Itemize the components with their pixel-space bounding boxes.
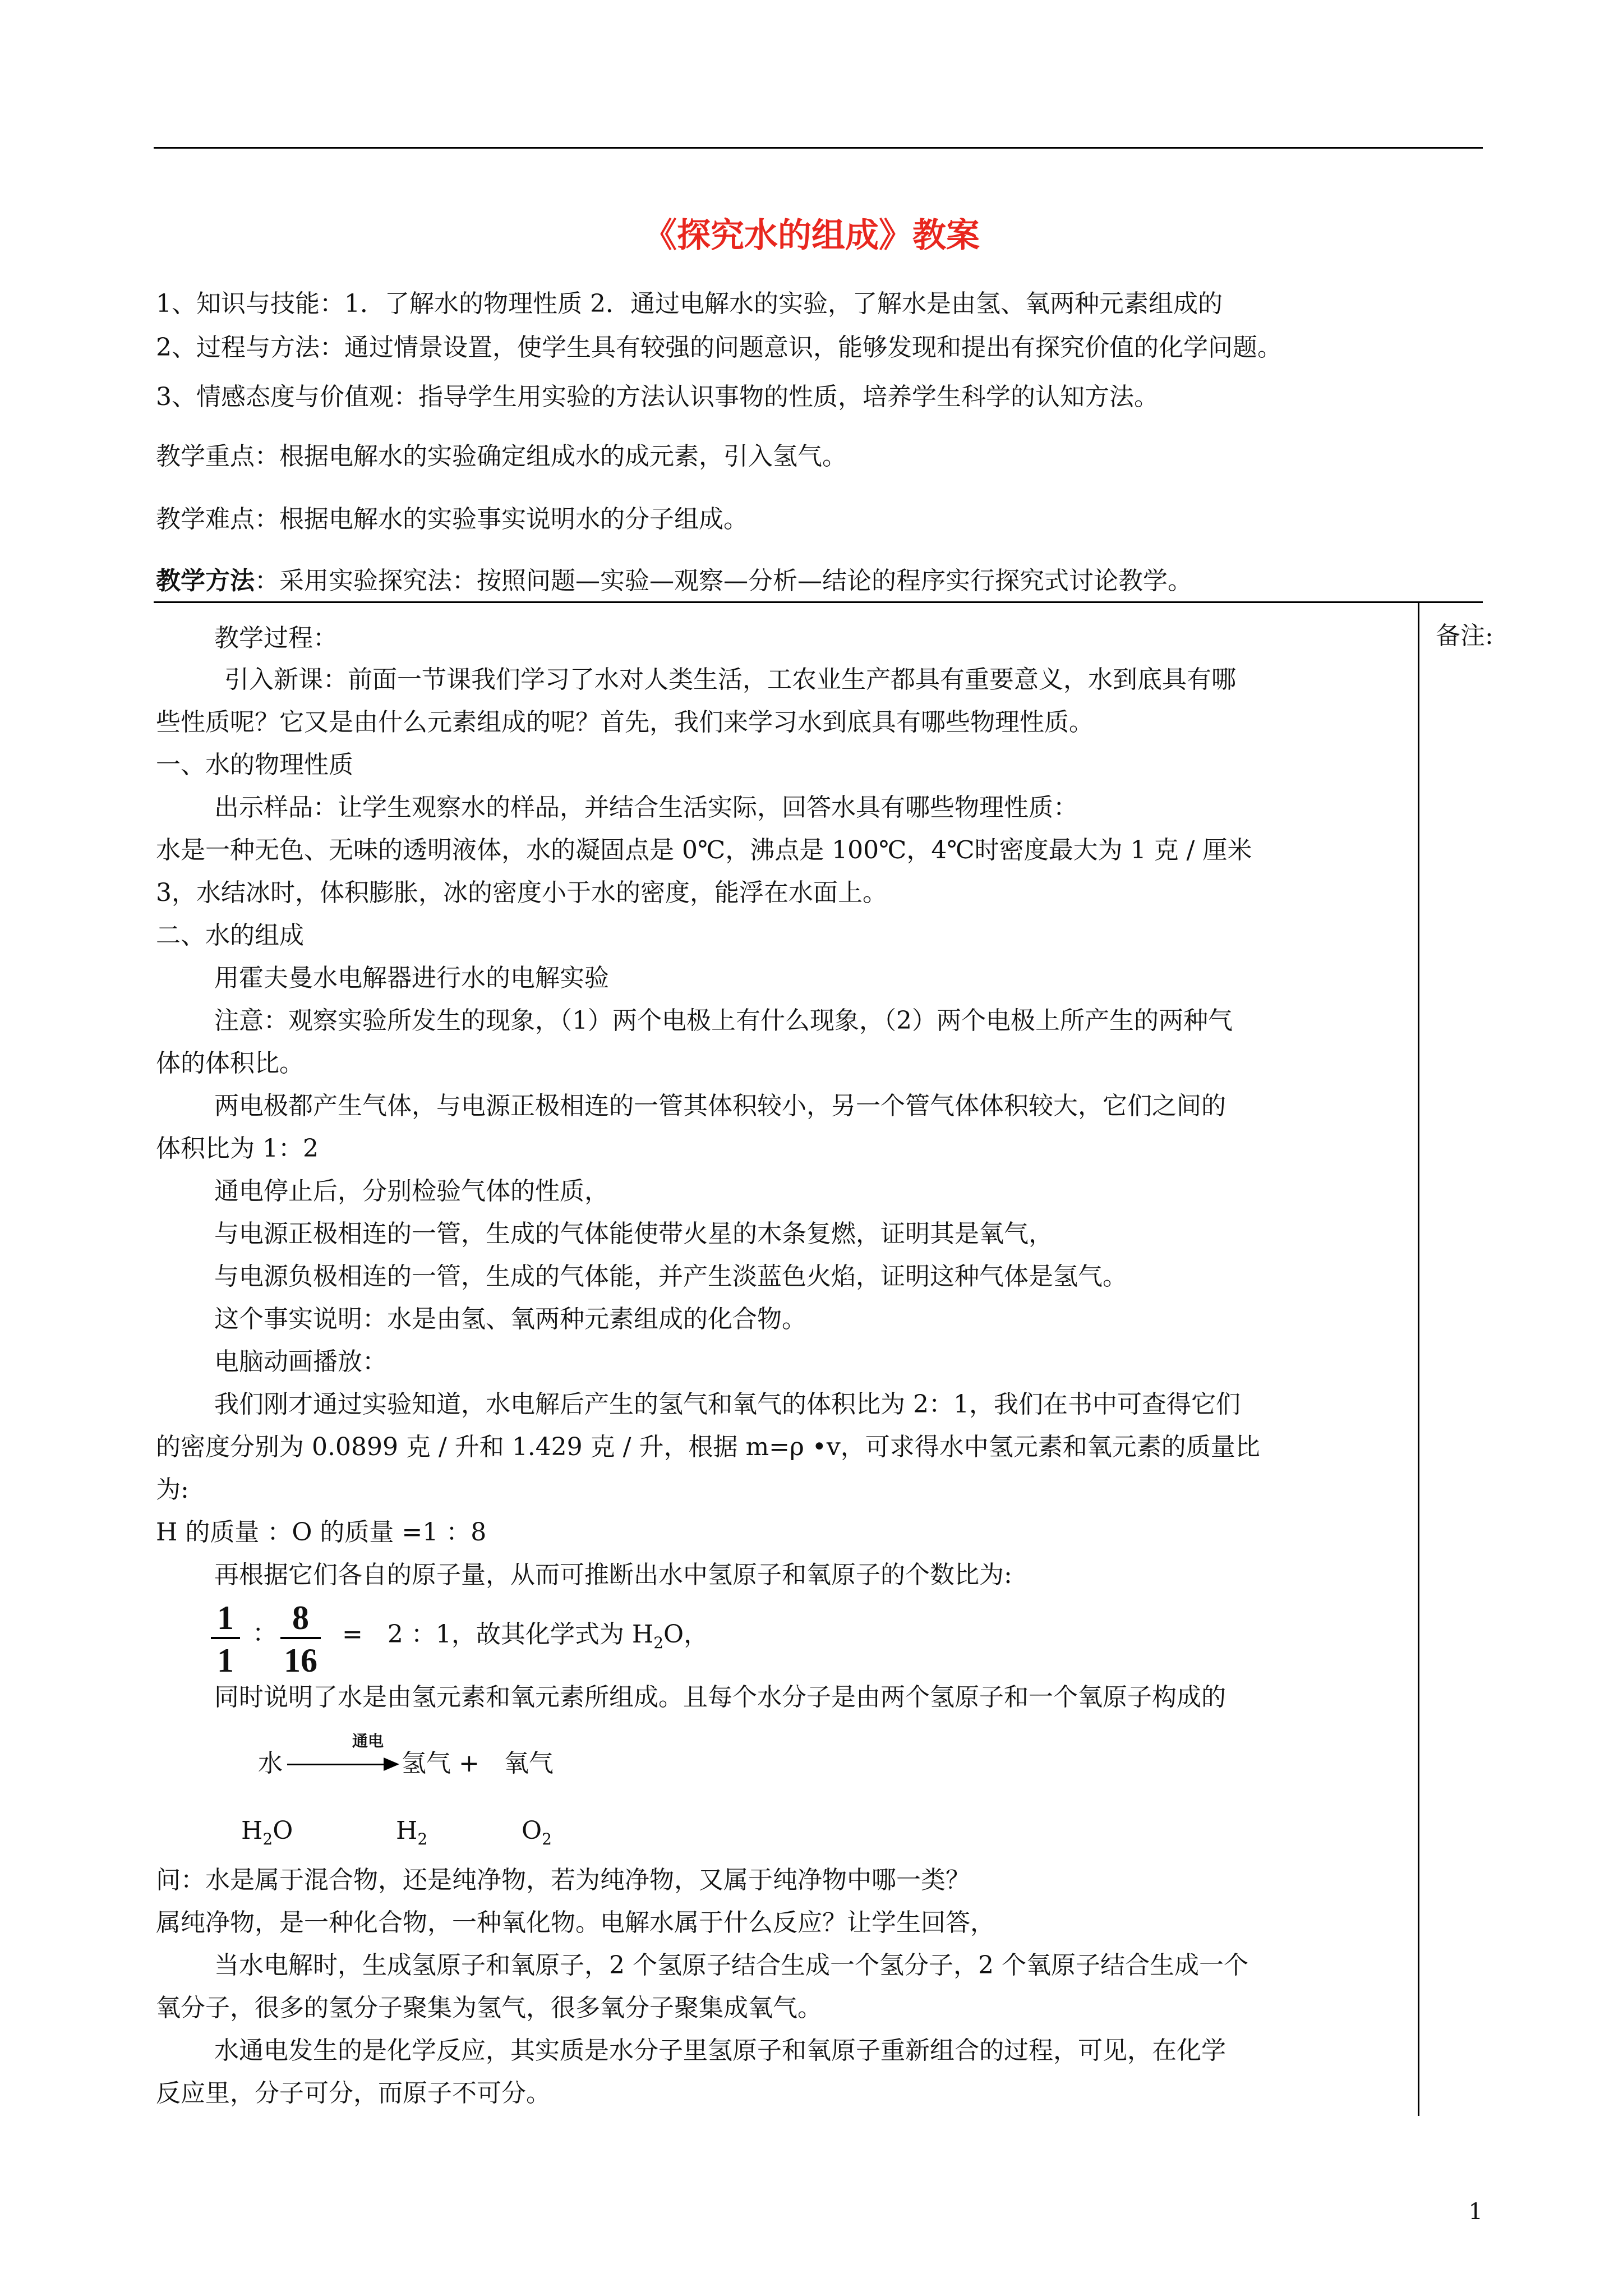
sample-line: 出示样品：让学生观察水的样品，并结合生活实际，回答水具有哪些物理性质： — [214, 793, 1078, 822]
meaning-line: 同时说明了水是由氢元素和氧元素所组成。且每个水分子是由两个氢原子和一个氧原子构成的 — [214, 1683, 1226, 1711]
fraction-result-subscript: 2 — [653, 1634, 664, 1652]
chemistry-line-2: 反应里，分子可分，而原子不可分。 — [156, 2079, 551, 2108]
formula-h2-h: H — [396, 1816, 418, 1845]
teaching-method — [156, 569, 1192, 593]
gas-line-2: 体积比为 1：2 — [156, 1134, 319, 1163]
difficult-point: 教学难点：根据电解水的实验事实说明水的分子组成。 — [156, 505, 748, 533]
properties-line-1: 水是一种无色、无味的透明液体，水的凝固点是 0℃，沸点是 100℃，4℃时密度最大为 1 克 / 厘米 — [156, 836, 1252, 864]
formula-o2 — [522, 1816, 552, 1848]
fraction-1-bar — [211, 1637, 240, 1639]
mass-ratio-line: H 的质量 ：O 的质量 =1 ：8 — [156, 1518, 487, 1547]
density-line-2: 的密度分别为 0.0899 克 / 升和 1.429 克 / 升，根据 m=ρ •v，可求得水中氢元素和氧元素的质量比 — [156, 1433, 1260, 1461]
fraction-1-denominator: 1 — [217, 1642, 234, 1679]
fraction-1-numerator: 1 — [217, 1599, 234, 1636]
process-heading: 教学过程： — [214, 624, 338, 652]
section-composition: 二、水的组成 — [156, 921, 304, 950]
header-rule — [154, 147, 1483, 149]
electrolysis-line-2: 氧分子，很多的氢分子聚集为氢气，很多氧分子聚集成氧气。 — [156, 1994, 822, 2022]
section-physical-properties: 一、水的物理性质 — [156, 751, 353, 779]
formula-h2 — [396, 1816, 428, 1848]
formula-h2o-h: H — [241, 1816, 263, 1845]
density-line-3: 为: — [156, 1475, 189, 1504]
equation-products: 氢气 + 氧气 — [402, 1749, 554, 1778]
formula-h2o-o: O — [273, 1816, 293, 1845]
fact-line: 这个事实说明：水是由氢、氧两种元素组成的化合物。 — [214, 1305, 806, 1333]
equation-condition: 通电 — [352, 1732, 384, 1750]
note-line-1: 注意：观察实验所发生的现象，（1）两个电极上有什么现象，（2）两个电极上所产生的两种气 — [214, 1006, 1233, 1035]
properties-line-2: 3，水结冰时，体积膨胀，冰的密度小于水的密度，能浮在水面上。 — [156, 878, 887, 907]
objective-3: 3、情感态度与价值观：指导学生用实验的方法认识事物的性质，培养学生科学的认知方法。 — [156, 383, 1159, 411]
document-title: 《探究水的组成》教案 — [643, 216, 980, 255]
gas-line-1: 两电极都产生气体，与电源正极相连的一管其体积较小，另一个管气体体积较大，它们之间的 — [214, 1092, 1226, 1120]
note-line-2: 体的体积比。 — [156, 1049, 304, 1078]
teaching-method-label: 教学方法 — [156, 567, 255, 595]
table-top-rule — [154, 601, 1483, 603]
intro-line-2: 些性质呢？它又是由什么元素组成的呢？首先，我们来学习水到底具有哪些物理性质。 — [156, 708, 1094, 737]
intro-line-1: 引入新课：前面一节课我们学习了水对人类生活，工农业生产都具有重要意义，水到底具有哪 — [224, 665, 1236, 694]
atom-ratio-line: 再根据它们各自的原子量，从而可推断出水中氢原子和氧原子的个数比为: — [214, 1561, 1012, 1589]
page-number: 1 — [1468, 2199, 1483, 2225]
fraction-colon: ： — [252, 1619, 277, 1648]
fraction-result-text: = 2 ：1，故其化学式为 H — [342, 1620, 654, 1649]
chemistry-line-1: 水通电发生的是化学反应，其实质是水分子里氢原子和氧原子重新组合的过程，可见，在化学 — [214, 2036, 1226, 2065]
remarks-label: 备注: — [1436, 622, 1493, 650]
equation-arrow-icon — [384, 1757, 399, 1771]
fraction-2-bar — [280, 1637, 321, 1639]
density-line-1: 我们刚才通过实验知道，水电解后产生的氢气和氧气的体积比为 2：1，我们在书中可查得它们 — [214, 1390, 1241, 1419]
negative-electrode-line: 与电源负极相连的一管，生成的气体能，并产生淡蓝色火焰，证明这种气体是氢气。 — [214, 1262, 1127, 1291]
answer-line: 属纯净物，是一种化合物，一种氧化物。电解水属于什么反应？让学生回答， — [156, 1908, 995, 1937]
objective-1: 1、知识与技能：1．了解水的物理性质 2．通过电解水的实验，了解水是由氢、氧两种元素组成的 — [156, 289, 1223, 318]
formula-o2-o: O — [522, 1816, 542, 1845]
fraction-2-numerator: 8 — [292, 1599, 309, 1636]
fraction-result-tail: O， — [663, 1620, 709, 1649]
electrolysis-line-1: 当水电解时，生成氢原子和氧原子，2 个氢原子结合生成一个氢分子，2 个氧原子结合生成一个 — [214, 1951, 1248, 1980]
positive-electrode-line: 与电源正极相连的一管，生成的气体能使带火星的木条复燃，证明其是氧气， — [214, 1220, 1053, 1248]
objective-2: 2、过程与方法：通过情景设置，使学生具有较强的问题意识，能够发现和提出有探究价值的化学问题。 — [156, 333, 1282, 362]
experiment-line: 用霍夫曼水电解器进行水的电解实验 — [214, 964, 609, 992]
fraction-2-denominator: 16 — [284, 1642, 317, 1679]
key-point: 教学重点：根据电解水的实验确定组成水的成元素，引入氢气。 — [156, 442, 847, 471]
fraction-result — [342, 1622, 708, 1651]
teaching-method-text: ：采用实验探究法：按照问题—实验—观察—分析—结论的程序实行探究式讨论教学。 — [255, 567, 1192, 595]
stop-line: 通电停止后，分别检验气体的性质， — [214, 1177, 609, 1205]
formula-h2-sub: 2 — [417, 1830, 428, 1848]
animation-line: 电脑动画播放： — [214, 1347, 387, 1376]
formula-h2o-sub: 2 — [262, 1830, 273, 1848]
formula-o2-sub: 2 — [542, 1830, 552, 1848]
question-line: 问：水是属于混合物，还是纯净物，若为纯净物，又属于纯净物中哪一类？ — [156, 1866, 970, 1894]
formula-h2o — [241, 1816, 293, 1848]
equation-arrow-line — [287, 1764, 386, 1765]
table-column-divider — [1418, 601, 1419, 2116]
equation-water: 水 — [258, 1749, 283, 1778]
